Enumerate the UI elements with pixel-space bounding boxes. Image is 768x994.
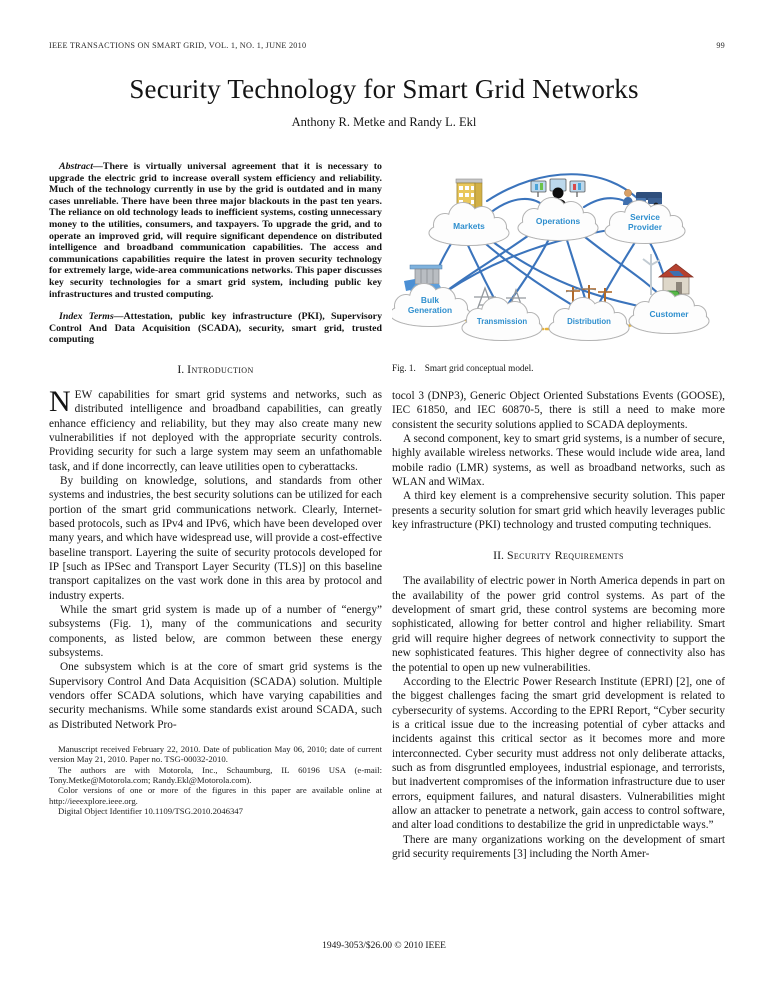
section-number: II. (493, 548, 504, 563)
intro-paragraph-1-text: EW capabilities for smart grid systems and networks, such as distributed intelligence and broadband capabilities, can greatly enhance efficiency and reliability, but they may also create many new vulnerabilities if not deployed with the appropriate security controls. Providing security for such a large system may seem an unfathomable task, and if done incorrectly, can leave utilities open to cyberattacks. (49, 388, 382, 473)
index-terms-paragraph (49, 311, 382, 346)
footnote-color-versions: Color versions of one or more of the figures in this paper are available online at http://ieeexplore.ieee.org. (49, 785, 382, 806)
journal-name: IEEE TRANSACTIONS ON SMART GRID, VOL. 1, NO. 1, JUNE 2010 (49, 41, 307, 50)
customer-label: Customer (649, 309, 689, 319)
page-number: 99 (716, 41, 725, 50)
right-column (392, 161, 725, 861)
transmission-label: Transmission (476, 317, 528, 326)
author-line: Anthony R. Metke and Randy L. Ekl (291, 115, 477, 129)
service-provider-label-line1: Service (630, 212, 660, 222)
footnote-doi: Digital Object Identifier 10.1109/TSG.2010.2046347 (58, 805, 243, 816)
copyright-footer: 1949-3053/$26.00 © 2010 IEEE (322, 941, 446, 951)
figure-1 (392, 163, 725, 374)
right-paragraph-6: A second component, key to smart grid systems, is a number of secure, highly available wireless networks. These would include wide area, land mobile radio (LMR) systems, as well as broadband networks, such as WLAN and WiMax. (392, 433, 725, 489)
running-header (49, 41, 725, 50)
right-paragraph-9: According to the Electric Power Research Institute (EPRI) [2], one of the biggest challenges facing the smart grid development is related to cybersecurity of systems. According to the EPRI Report, “Cyber security is a critical issue due to the increasing potential of cyber attacks and incidents against this critical sector as it becomes more and more interconnected. Cyber security must address not only deliberate attacks, such as from disgruntled employees, industrial espionage, and terrorists, but inadvertent compromises of the information infrastructure due to user errors, equipment failures, and natural disasters. Vulnerabilities might allow an attacker to penetrate a network, gain access to control software, and alter load conditions to destabilize the grid in unpredictable ways.” (392, 675, 725, 832)
bulk-generation-label-line2: Generation (407, 305, 453, 315)
intro-paragraph-1 (49, 384, 382, 474)
figure-caption (392, 363, 725, 374)
smart-grid-diagram (392, 163, 725, 349)
markets-label: Markets (453, 221, 485, 231)
service-provider-label-line2: Provider (628, 222, 662, 232)
footnote-affiliation: The authors are with Motorola, Inc., Schaumburg, IL 60196 USA (e-mail: Tony.Metke@Motorola.com; Randy.Ekl@Motorola.com). (49, 764, 382, 786)
index-terms-text: Attestation, public key infrastructure (PKI), Supervisory Control And Data Acquisition (SCADA), security, smart grid, trusted computing (49, 311, 383, 346)
section-heading-introduction (49, 362, 382, 377)
abstract-text: There is virtually universal agreement that it is necessary to upgrade the electric grid to increase overall system efficiency and reliability. Much of the technology currently in use by the grid is outdated and in many cases unreliable. There have been three major blackouts in the past ten years. The reliance on old technology leads to inefficient systems, costing unnecessary money to the utilities, consumers, and taxpayers. To upgrade the grid, and to operate an improved grid, will require significant dependence on distributed intelligence and broadband communication capabilities. The access and communications capabilities require the latest in proven security technology for extremely large, wide-area communications networks. This paper discusses key security technologies for a smart grid system, including public key infrastructures and trusted computing. (49, 161, 382, 300)
abstract-paragraph (49, 161, 382, 300)
bulk-generation-label-line1: Bulk (420, 295, 440, 305)
right-paragraph-5: tocol 3 (DNP3), Generic Object Oriented Substations Events (GOOSE), IEC 61850, and IEC 60870-5, there is still a need to make more consistent the security solutions applied to SCADA deployments. (392, 390, 725, 431)
intro-paragraph-2: By building on knowledge, solutions, and standards from other systems and industries, the best security solutions can be utilized for each portion of the smart grid communications network. Clearly, Internet-based protocols, such as IPv4 and IPv6, which have been developed over many years, and which have widespread use, will provide a cost-effective baseline transport. Layering the suite of security protocols developed for IP [such as IPSec and Transport Layer Security (TLS)] on this baseline transport capitalizes on the vast work done in this area by protocol and industry experts. (49, 474, 382, 602)
section-heading-security-requirements (392, 548, 725, 563)
first-page-footnote (49, 744, 382, 816)
section-title: Introduction (187, 361, 254, 376)
paper-title: Security Technology for Smart Grid Networks (129, 74, 639, 104)
left-column (49, 161, 382, 816)
abstract-label: Abstract— (59, 161, 103, 172)
right-paragraph-8: The availability of electric power in North America depends in part on the availability of the power grid control systems. As part of the development of smart grid, these control systems are becoming more sophisticated, allowing for better control and higher reliability. Smart grid will require higher degrees of network connectivity to support the new sophisticated features. This higher degree of connectivity also has the potential to open up new vulnerabilities. (392, 575, 725, 674)
section-title: Security Requirements (506, 548, 624, 563)
figure-caption-text: Smart grid conceptual model. (424, 363, 534, 373)
footnote-manuscript: Manuscript received February 22, 2010. Date of publication May 06, 2010; date of current version May 21, 2010. Paper no. TSG-00032-2010. (49, 744, 382, 765)
intro-paragraph-3: While the smart grid system is made up of a number of “energy” subsystems (Fig. 1), many of the communications and security components, as listed below, are common between these energy subsystems. (49, 604, 382, 660)
dropcap-letter: N (49, 384, 71, 418)
right-paragraph-7: A third key element is a comprehensive security solution. This paper presents a security solution for smart grid which heavily leverages public key infrastructure (PKI) technology and trusted computing techniques. (392, 490, 725, 532)
intro-paragraph-4: One subsystem which is at the core of smart grid systems is the Supervisory Control And Data Acquisition (SCADA) solution. Multiple vendors offer SCADA solutions, which have varying capabilities and security mechanisms. While some standards exist around SCADA, such as Distributed Network Pro- (49, 661, 382, 731)
figure-caption-label: Fig. 1. (392, 363, 416, 373)
distribution-label: Distribution (567, 317, 611, 326)
section-number: I. (177, 361, 185, 376)
right-paragraph-10: There are many organizations working on the development of smart grid security requirements [3] including the North Amer- (392, 833, 725, 860)
operations-label: Operations (535, 216, 581, 226)
index-terms-label: Index Terms— (59, 311, 124, 323)
